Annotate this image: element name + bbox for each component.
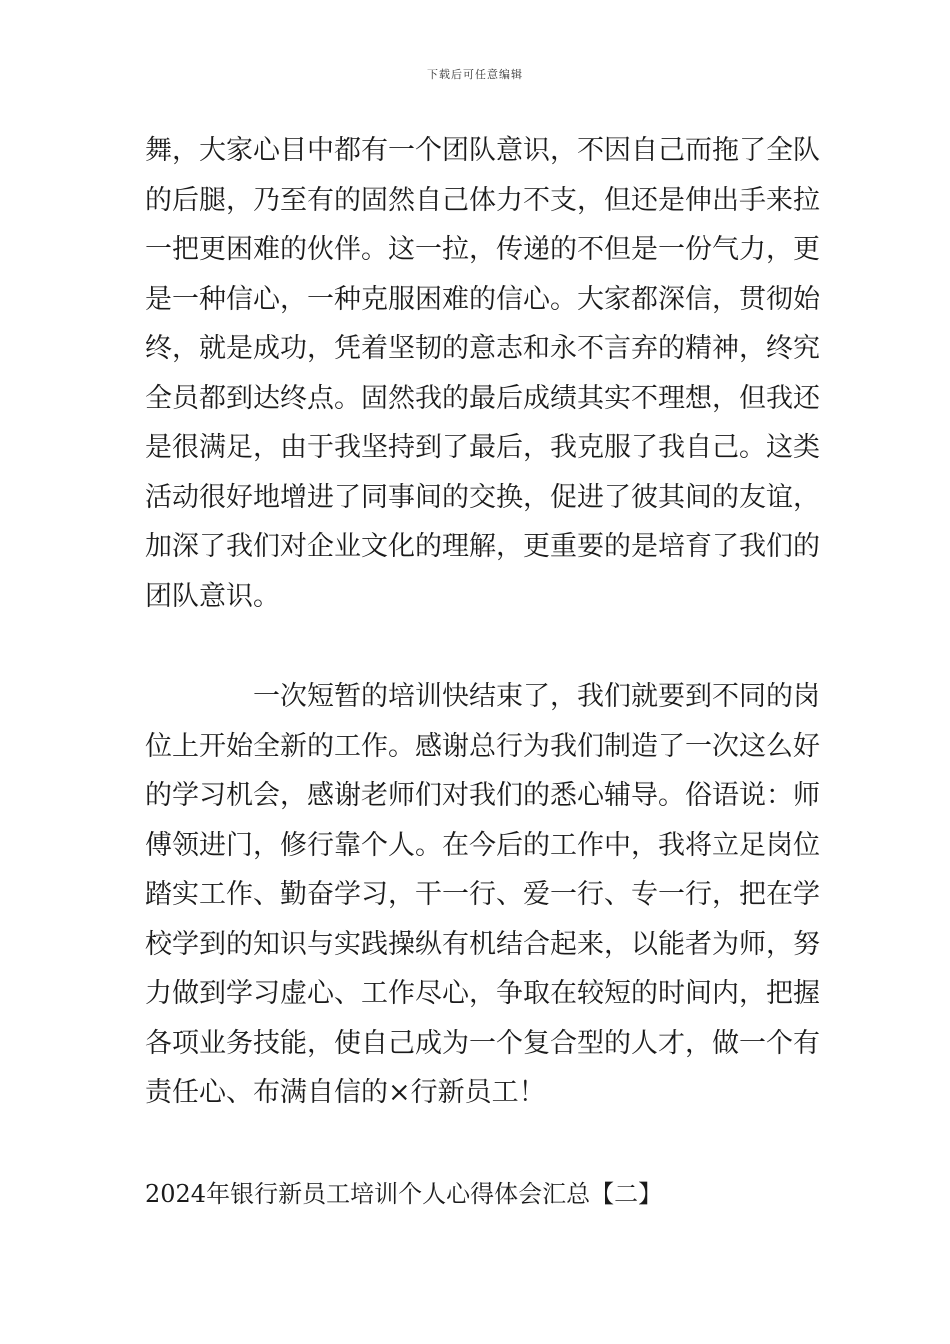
paragraph-line: 团队意识。: [145, 580, 280, 612]
paragraph-2: [145, 672, 820, 1118]
paragraph-line: 责任心、布满自信的×行新员工！: [145, 1077, 546, 1108]
paragraph-1: [145, 126, 820, 621]
paragraph-line: 踏实工作、勤奋学习，干一行、爱一行、专一行，把在学: [145, 879, 820, 910]
paragraph-line: 舞，大家心目中都有一个团队意识，不因自己而拖了全队: [145, 135, 820, 166]
paragraph-line: 校学到的知识与实践操纵有机结合起来，以能者为师，努: [145, 928, 820, 960]
paragraph-line: 全员都到达终点。固然我的最后成绩其实不理想，但我还: [145, 382, 820, 414]
paragraph-line: 活动很好地增进了同事间的交换，促进了彼其间的友谊，: [145, 481, 820, 513]
paragraph-line: 力做到学习虚心、工作尽心，争取在较短的时间内，把握: [145, 978, 820, 1009]
header-note: 下载后可任意编辑: [427, 68, 523, 81]
paragraph-line: 傅领进门，修行靠个人。在今后的工作中，我将立足岗位: [145, 829, 820, 861]
paragraph-line: 是很满足，由于我坚持到了最后，我克服了我自己。这类: [145, 432, 820, 463]
paragraph-line: 是一种信心，一种克服困难的信心。大家都深信，贯彻始: [145, 283, 820, 315]
paragraph-line: 位上开始全新的工作。感谢总行为我们制造了一次这么好: [145, 730, 820, 762]
section-title: 2024年银行新员工培训个人心得体会汇总【二】: [145, 1180, 663, 1208]
paragraph-line: 的后腿，乃至有的固然自己体力不支，但还是伸出手来拉: [145, 184, 820, 216]
paragraph-line: 各项业务技能，使自己成为一个复合型的人才，做一个有: [145, 1027, 820, 1059]
paragraph-line: 一次短暂的培训快结束了，我们就要到不同的岗: [253, 681, 820, 712]
paragraph-line: 加深了我们对企业文化的理解，更重要的是培育了我们的: [145, 531, 820, 562]
paragraph-line: 终，就是成功，凭着坚韧的意志和永不言弃的精神，终究: [145, 333, 820, 364]
paragraph-line: 的学习机会，感谢老师们对我们的悉心辅导。俗语说：师: [145, 780, 820, 811]
paragraph-line: 一把更困难的伙伴。这一拉，传递的不但是一份气力，更: [145, 234, 820, 265]
